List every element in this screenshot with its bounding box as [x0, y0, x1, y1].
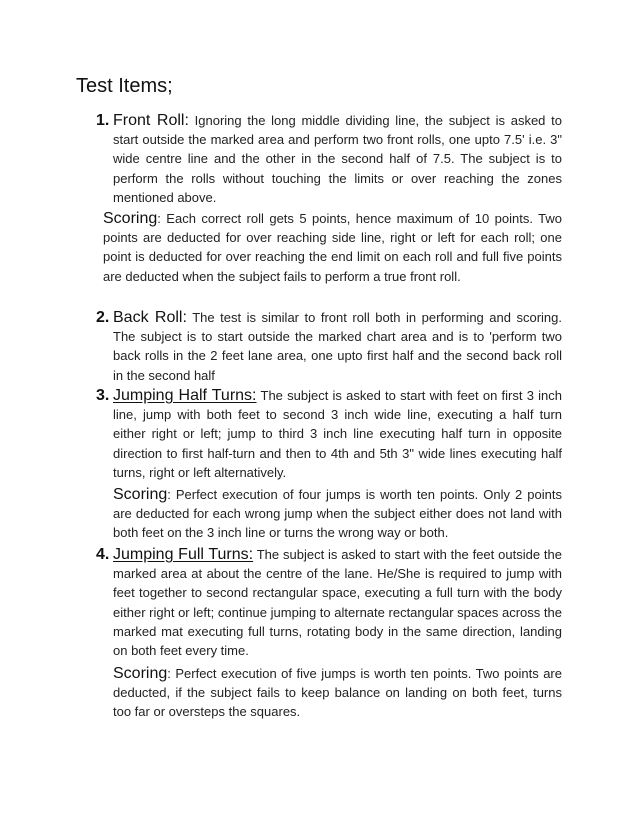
item-heading: Front Roll:	[113, 112, 189, 129]
list-item-jumping-full-turns	[113, 545, 562, 660]
scoring-paragraph	[113, 485, 562, 543]
item-heading: Jumping Full Turns:	[113, 546, 254, 563]
scoring-text: : Each correct roll gets 5 points, hence maximum of 10 points. Two points are deducted for over reaching side line, right or left for each roll; one point is deducted for over reaching the end limit on each roll and full five points are deducted when the subject fails to perform a true front roll.	[103, 211, 562, 284]
scoring-paragraph	[103, 209, 562, 286]
item-description	[113, 308, 562, 385]
list-item-back-roll	[113, 308, 562, 385]
item-number: 2.	[96, 309, 110, 326]
scoring-text: : Perfect execution of four jumps is worth ten points. Only 2 points are deducted for each wrong jump when the subject either does not land with both feet on the 3 inch line or turns the wrong way or both.	[113, 487, 562, 541]
item-heading: Back Roll:	[113, 309, 187, 326]
item-description	[113, 111, 562, 207]
item-description	[113, 386, 562, 482]
list-item-jumping-half-turns	[113, 386, 562, 482]
item-text: The test is similar to front roll both in performing and scoring. The subject is to start outside the marked chart area and is to 'perform two back rolls in the 2 feet lane area, one upto first half and the second back roll in the second half	[113, 310, 562, 383]
scoring-label: Scoring	[113, 486, 168, 503]
scoring-paragraph	[113, 664, 562, 722]
item-text: The subject is asked to start with feet on first 3 inch line, jump with both feet to second 3 inch wide line, executing a half turn either right or left; jump to third 3 inch line executing half turn in opposite direction to first half-turn and then to 4th and 5th 3" wide lines executing half turns, right or left alternatively.	[113, 388, 562, 480]
scoring-label: Scoring	[113, 665, 168, 682]
list-item-front-roll	[113, 111, 562, 207]
item-number: 1.	[96, 112, 110, 129]
item-heading: Jumping Half Turns:	[113, 387, 257, 404]
item-text: The subject is asked to start with the feet outside the marked area at about the centre of the lane. He/She is required to jump with feet together to second rectangular space, executing a full turn with the body either right or left; continue jumping to alternate rectangular spaces across the marked mat executing full turns, rotating body in the same direction, landing on both feet every time.	[113, 547, 562, 659]
scoring-text: : Perfect execution of five jumps is worth ten points. Two points are deducted, if the subject fails to keep balance on landing on both feet, turns too far or oversteps the squares.	[113, 666, 562, 720]
item-text: Ignoring the long middle dividing line, the subject is asked to start outside the marked area and perform two front rolls, one upto 7.5' i.e. 3" wide centre line and the other in the second half of 7.5. The subject is to perform the rolls without touching the limits or over reaching the zones mentioned above.	[113, 113, 562, 205]
item-description	[113, 545, 562, 660]
item-number: 4.	[96, 546, 110, 563]
item-number: 3.	[96, 387, 110, 404]
scoring-label: Scoring	[103, 210, 158, 227]
page-title: Test Items;	[76, 75, 173, 97]
